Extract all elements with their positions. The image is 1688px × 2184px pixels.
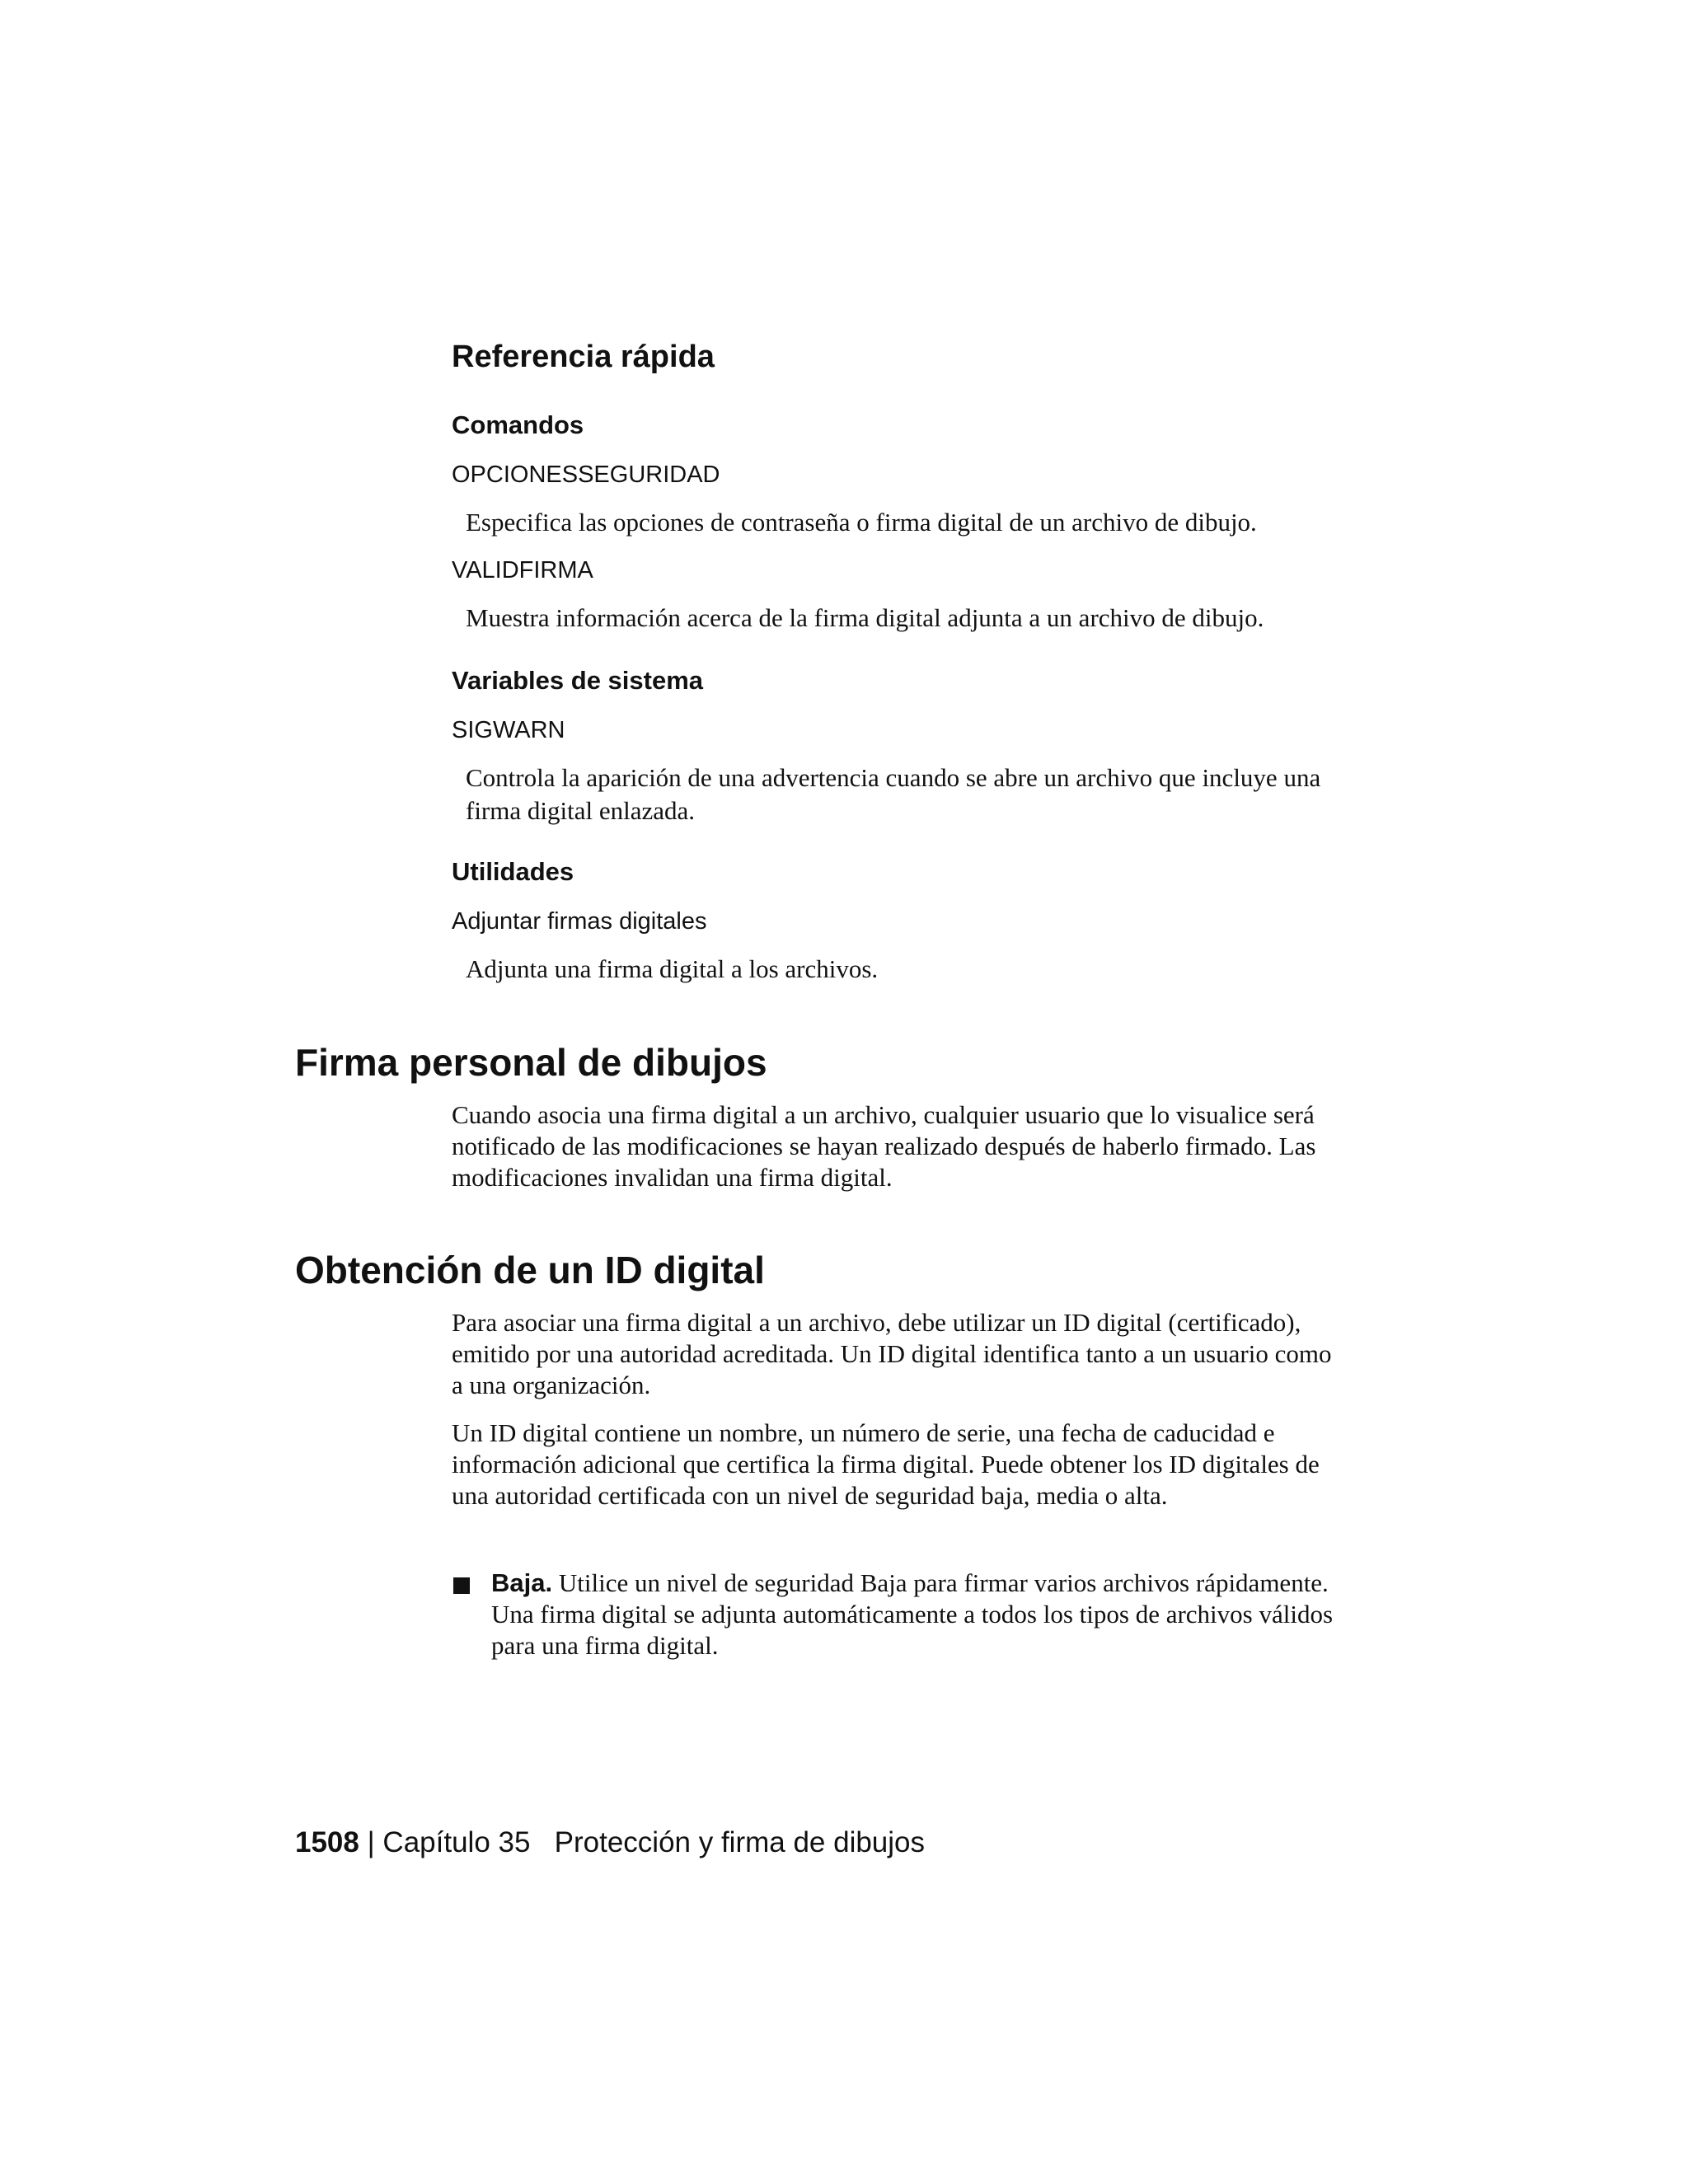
bullet-label: Baja.	[491, 1568, 553, 1597]
section-paragraph: Para asociar una firma digital a un archivo, debe utilizar un ID digital (certificado), emitido por una autoridad acreditada. Un ID digital identifica tanto a un usuario como a una organización.	[452, 1308, 1332, 1399]
system-variable-description: Controla la aparición de una advertencia cuando se abre un archivo que incluye una firma digital enlazada.	[466, 763, 1321, 825]
section-paragraph: Un ID digital contiene un nombre, un número de serie, una fecha de caducidad e información adicional que certifica la firma digital. Puede obtener los ID digitales de una autoridad certificada con un nivel de seguridad baja, media o alta.	[452, 1418, 1320, 1510]
footer-separator: |	[359, 1826, 383, 1858]
section-title: Obtención de un ID digital	[295, 1249, 765, 1291]
commands-heading: Comandos	[452, 410, 584, 439]
page-footer	[295, 1826, 925, 1859]
page-number: 1508	[295, 1826, 359, 1858]
system-variables-heading: Variables de sistema	[452, 666, 704, 695]
command-name: VALIDFIRMA	[452, 557, 593, 583]
bullet-item	[491, 1568, 1340, 1661]
section-title: Firma personal de dibujos	[295, 1041, 767, 1084]
chapter-title: Protección y firma de dibujos	[554, 1826, 926, 1858]
section-paragraph: Cuando asocia una firma digital a un archivo, cualquier usuario que lo visualice será notificado de las modificaciones se hayan realizado después de haberlo firmado. Las modificaciones invalidan una firma digital.	[452, 1100, 1316, 1192]
utility-name: Adjuntar firmas digitales	[452, 908, 707, 935]
command-name: OPCIONESSEGURIDAD	[452, 462, 720, 488]
command-description: Especifica las opciones de contraseña o firma digital de un archivo de dibujo.	[466, 508, 1257, 537]
chapter-label: Capítulo 35	[382, 1826, 531, 1858]
utilities-heading: Utilidades	[452, 857, 574, 886]
bullet-square-icon	[453, 1577, 470, 1594]
system-variable-name: SIGWARN	[452, 717, 565, 743]
command-description: Muestra información acerca de la firma digital adjunta a un archivo de dibujo.	[466, 603, 1264, 632]
bullet-text: Utilice un nivel de seguridad Baja para firmar varios archivos rápidamente. Una firma digital se adjunta automáticamente a todos los tipos de archivos válidos para una firma digital.	[491, 1568, 1334, 1660]
quick-reference-title: Referencia rápida	[452, 340, 715, 374]
utility-description: Adjunta una firma digital a los archivos.	[466, 954, 879, 983]
